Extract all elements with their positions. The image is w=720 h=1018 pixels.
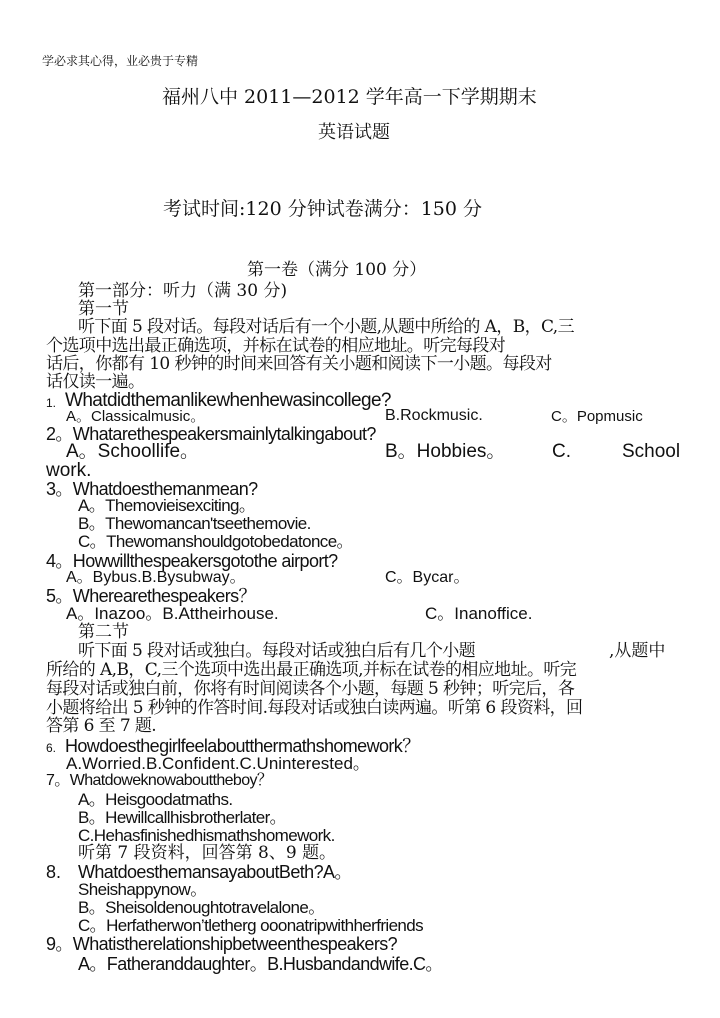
q3-option-c: C。Thewomanshouldgotobedatonce。: [78, 532, 353, 551]
q5-option-ab: A。Inazoo。B.Attheirhouse.: [66, 604, 279, 623]
q7-option-b: B。Hewillcallhisbrotherlater。: [78, 808, 287, 827]
q3-option-b: B。Thewomancan'tseethemovie.: [78, 514, 311, 533]
q8-number: 8.: [46, 862, 62, 882]
q1-option-a: A。Classicalmusic。: [66, 408, 206, 425]
part1-heading: 第一部分：听力（满 30 分): [78, 281, 288, 301]
exam-info: 考试时间:120 分钟试卷满分：150 分: [163, 198, 483, 220]
q6-options: A.Worried.B.Confident.C.Uninterested。: [66, 754, 370, 773]
q7-option-a: A。Heisgoodatmaths.: [78, 790, 233, 809]
section2-instr-line: ,从题中: [609, 641, 666, 661]
exam-title: 福州八中 2011—2012 学年高一下学期期末: [162, 86, 537, 108]
exam-subtitle: 英语试题: [318, 122, 390, 143]
section2-instr-line: 小题将给出 5 秒钟的作答时间.每段对话或独白读两遍。听第 6 段资料，回: [46, 698, 583, 718]
section2-title: 第二节: [78, 622, 129, 642]
q1-option-b: B.Rockmusic.: [385, 407, 483, 424]
q3-stem: 3。Whatdoesthemanmean?: [46, 479, 258, 499]
q7-stem: 7。Whatdoweknowabouttheboy？: [46, 772, 273, 789]
section1-instr-line: 话后，你都有 10 秒钟的时间来回答有关小题和阅读下一小题。每段对: [46, 354, 552, 374]
q8-option-b: B。Sheisoldenoughtotravelalone。: [78, 898, 325, 917]
section2-instr-line: 听下面 5 段对话或独白。每段对话或独白后有几个小题: [78, 641, 476, 661]
q9-stem: 9。Whatistherelationshipbetweenthespeakers?: [46, 934, 398, 954]
section1-instr-line: 听下面 5 段对话。每段对话后有一个小题,从题中所给的 A，B，C,三: [78, 317, 575, 337]
q6-number: 6.: [46, 741, 57, 755]
q1-stem: Whatdidthemanlikewhenhewasincollege?: [65, 390, 391, 411]
q8-option-a-cont: Sheishappynow。: [78, 880, 207, 899]
q2-option-a: A。Schoollife。: [66, 441, 200, 462]
q1-option-c: C。Popmusic: [551, 408, 643, 425]
volume-heading: 第一卷（满分 100 分）: [247, 260, 427, 280]
q8-stem: WhatdoesthemansayaboutBeth?A。: [78, 862, 352, 882]
q9-options: A。Fatheranddaughter。B.Husbandandwife.C。: [78, 954, 443, 974]
instruction-8-9: 听第 7 段资料，回答第 8、9 题。: [78, 843, 337, 863]
q7-option-c: C.Hehasfinishedhismathshomework.: [78, 826, 335, 845]
section1-instr-line: 个选项中选出最正确选项，并标在试卷的相应地址。听完每段对: [46, 336, 506, 356]
section1-instr-line: 话仅读一遍。: [46, 372, 145, 392]
q3-option-a: A。Themovieisexciting。: [78, 496, 256, 515]
q1-number: 1.: [46, 396, 57, 410]
q4-stem: 4。Howwillthespeakersgotothe airport?: [46, 551, 338, 571]
q4-option-c: C。Bycar。: [385, 569, 470, 586]
q5-stem: 5。Wherearethespeakers？: [46, 586, 256, 606]
section2-instr-line: 所给的 A,B，C,三个选项中选出最正确选项,并标在试卷的相应地址。听完: [46, 660, 577, 680]
q2-stem: 2。Whatarethespeakersmainlytalkingabout?: [46, 424, 376, 444]
page-header: 学必求其心得，业必贵于专精: [42, 54, 199, 68]
q2-option-c-label: C.: [552, 441, 571, 462]
q8-option-c: C。Herfatherwon’tletherg ooonatripwithherfriends: [78, 916, 424, 935]
q2-option-c-text-cont: work.: [46, 460, 92, 481]
q4-option-ab: A。Bybus.B.Bysubway。: [66, 569, 246, 586]
section1-title: 第一节: [78, 299, 129, 319]
q6-stem: Howdoesthegirlfeelaboutthermathshomework？: [65, 736, 420, 756]
q5-option-c: C。Inanoffice.: [425, 604, 533, 623]
section2-instr-line: 答第 6 至 7 题.: [46, 716, 157, 736]
q2-option-b: B。Hobbies。: [385, 441, 506, 462]
section2-instr-line: 每段对话或独白前，你将有时间阅读各个小题，每题 5 秒钟；听完后，各: [46, 679, 575, 699]
q2-option-c-text: School: [622, 441, 681, 462]
